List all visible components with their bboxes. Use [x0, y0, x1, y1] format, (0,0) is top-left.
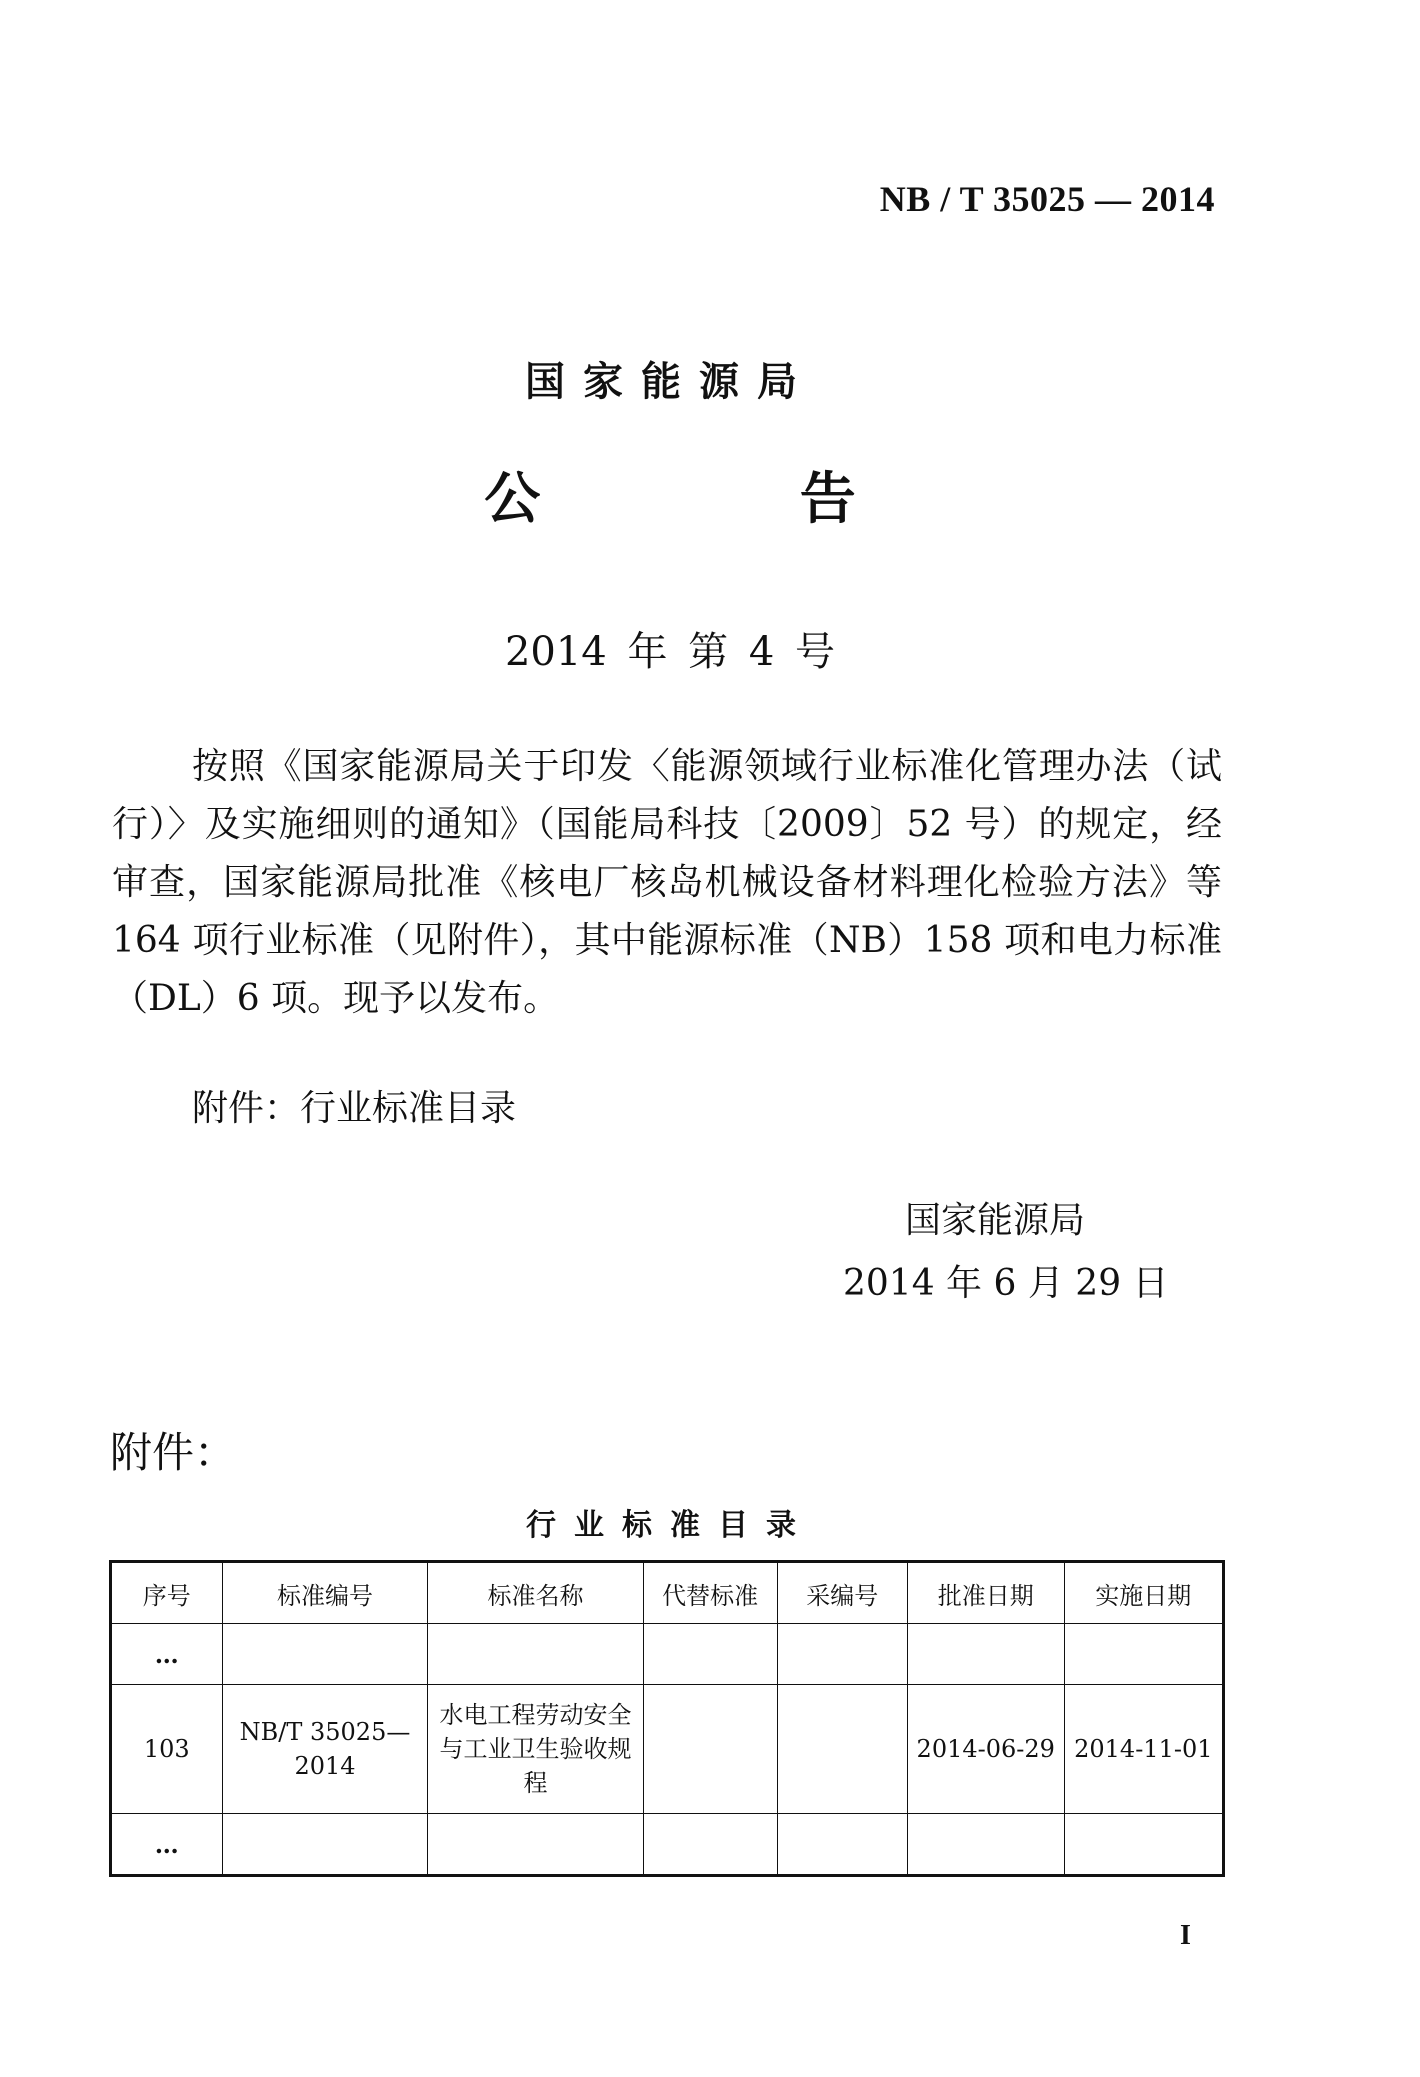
column-header-adoption-number: 采编号 — [777, 1562, 907, 1624]
cell-adoption-number — [777, 1624, 907, 1685]
table-row — [111, 1624, 1224, 1685]
cell-adoption-number — [777, 1685, 907, 1814]
cell-standard-number: NB/T 35025—2014 — [222, 1685, 428, 1814]
cell-adoption-number — [777, 1814, 907, 1876]
cell-standard-name — [428, 1814, 643, 1876]
cell-serial: … — [111, 1624, 223, 1685]
standards-catalog-table — [109, 1560, 1225, 1877]
issue-number: 2014 年 第 4 号 — [504, 629, 836, 675]
cell-serial: 103 — [111, 1685, 223, 1814]
cell-replaced-standard — [643, 1685, 777, 1814]
table-row — [111, 1814, 1224, 1876]
cell-effective-date — [1064, 1814, 1223, 1876]
table-row — [111, 1685, 1224, 1814]
notice-body: 按照《国家能源局关于印发〈能源领域行业标准化管理办法（试行）〉及实施细则的通知》（国能局科技〔2009〕52 号）的规定，经审查，国家能源局批准《核电厂核岛机械设备材料理化检验方法》等 164 项行业标准（见附件），其中能源标准（NB）158 项和电力标准（DL）6 项。现予以发布。 — [112, 746, 1222, 1019]
cell-effective-date — [1064, 1624, 1223, 1685]
column-header-serial: 序号 — [111, 1562, 223, 1624]
cell-approval-date: 2014-06-29 — [907, 1685, 1064, 1814]
cell-standard-name: 水电工程劳动安全与工业卫生验收规程 — [428, 1685, 643, 1814]
cell-approval-date — [907, 1624, 1064, 1685]
attachment-note: 附件：行业标准目录 — [192, 1088, 517, 1129]
column-header-replaced-standard: 代替标准 — [643, 1562, 777, 1624]
column-header-effective-date: 实施日期 — [1064, 1562, 1223, 1624]
table-header-row — [111, 1562, 1224, 1624]
cell-approval-date — [907, 1814, 1064, 1876]
cell-standard-name — [428, 1624, 643, 1685]
standard-code: NB / T 35025 — 2014 — [879, 179, 1215, 219]
column-header-approval-date: 批准日期 — [907, 1562, 1064, 1624]
signature-date: 2014 年 6 月 29 日 — [843, 1263, 1169, 1304]
attachment-heading: 附件： — [110, 1428, 237, 1477]
cell-effective-date: 2014-11-01 — [1064, 1685, 1223, 1814]
cell-standard-number — [222, 1814, 428, 1876]
cell-replaced-standard — [643, 1624, 777, 1685]
cell-standard-number — [222, 1624, 428, 1685]
cell-replaced-standard — [643, 1814, 777, 1876]
catalog-title: 行业标准目录 — [526, 1508, 814, 1543]
signature-organization: 国家能源局 — [905, 1200, 1086, 1241]
column-header-standard-number: 标准编号 — [222, 1562, 428, 1624]
cell-serial: … — [111, 1814, 223, 1876]
column-header-standard-name: 标准名称 — [428, 1562, 643, 1624]
notice-title: 公 告 — [484, 467, 976, 532]
issuing-authority-title: 国家能源局 — [525, 359, 815, 405]
page-number: I — [1180, 1920, 1191, 1951]
